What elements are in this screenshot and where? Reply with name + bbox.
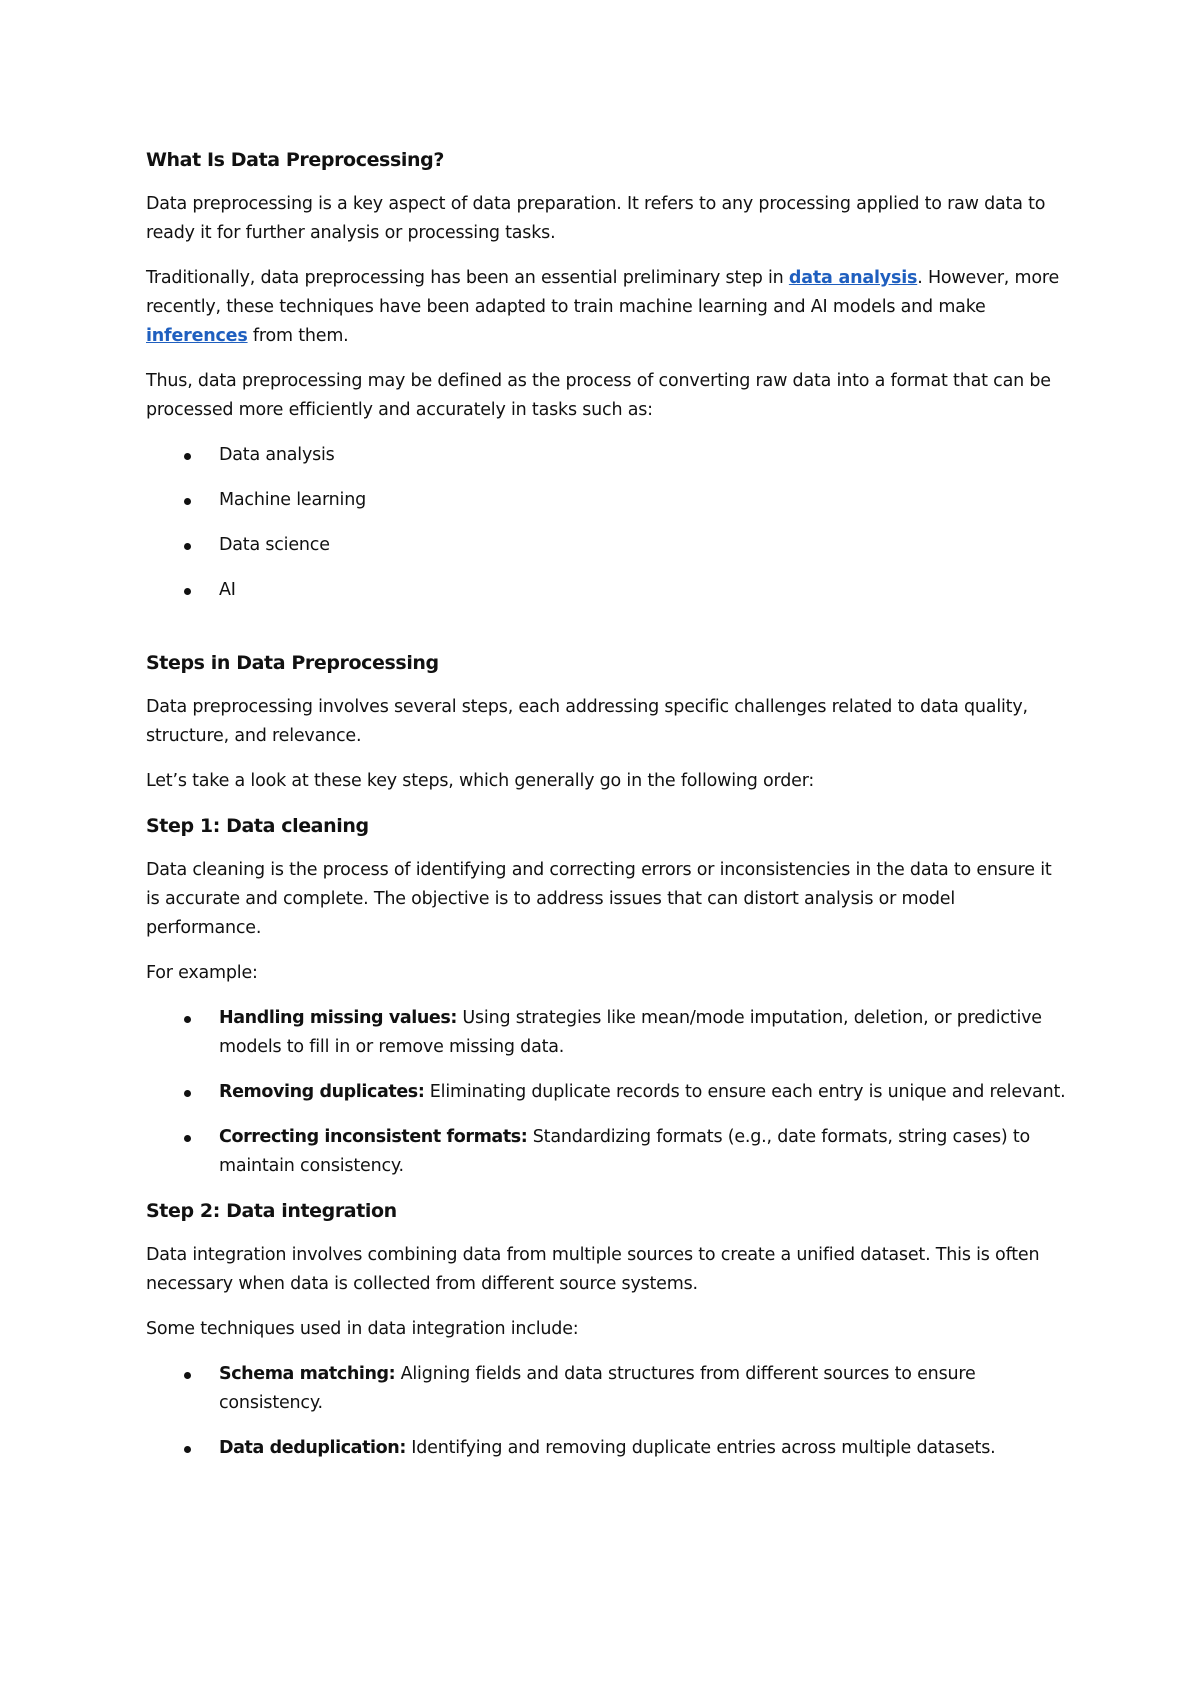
- bullet-icon: [184, 1446, 191, 1453]
- step1-heading: Step 1: Data cleaning: [146, 815, 369, 837]
- list-item: [146, 576, 1070, 605]
- text-span: . However, more recently, these techniques have been adapted to train machine learning and AI models and make: [146, 268, 1060, 317]
- bullet-icon: [184, 1090, 191, 1097]
- list-item: [146, 1004, 1070, 1062]
- list-item: [146, 441, 1070, 470]
- list-item-text: Eliminating duplicate records to ensure each entry is unique and relevant.: [424, 1082, 1066, 1102]
- bullet-icon: [184, 1135, 191, 1142]
- list-item-term: Handling missing values:: [219, 1008, 458, 1028]
- paragraph-steps-intro: Data preprocessing involves several steps, each addressing specific challenges related to data quality, structure, and relevance.: [146, 697, 1028, 746]
- paragraph-steps-order: Let’s take a look at these key steps, which generally go in the following order:: [146, 771, 815, 791]
- bullet-icon: [184, 543, 191, 550]
- list-item-text: Data analysis: [219, 445, 335, 465]
- link-inferences[interactable]: inferences: [146, 326, 248, 346]
- list-item-text: AI: [219, 580, 236, 600]
- list-item: [146, 531, 1070, 560]
- list-item-text: Data science: [219, 535, 330, 555]
- document-page: [146, 146, 1070, 1479]
- list-item-term: Schema matching:: [219, 1364, 396, 1384]
- list-item: [146, 486, 1070, 515]
- bullet-icon: [184, 498, 191, 505]
- bullet-icon: [184, 453, 191, 460]
- integration-list: [146, 1360, 1070, 1463]
- list-item-term: Data deduplication:: [219, 1438, 406, 1458]
- list-item: [146, 1078, 1070, 1107]
- section-spacer: [146, 621, 1070, 649]
- text-span: Traditionally, data preprocessing has been an essential preliminary step in: [146, 268, 789, 288]
- step2-heading: Step 2: Data integration: [146, 1200, 397, 1222]
- cleaning-list: [146, 1004, 1070, 1181]
- link-data-analysis[interactable]: data analysis: [788, 268, 918, 288]
- paragraph-cleaning-def: Data cleaning is the process of identifying and correcting errors or inconsistencies in the data to ensure it is accurate and complete. The objective is to address issues that can distort analysis or model performance.: [146, 860, 1052, 938]
- list-item-text: Aligning fields and data structures from different sources to ensure consistency.: [219, 1364, 976, 1413]
- bullet-icon: [184, 1372, 191, 1379]
- list-item-text: Machine learning: [219, 490, 367, 510]
- paragraph-thus: Thus, data preprocessing may be defined as the process of converting raw data into a format that can be processed more efficiently and accurately in tasks such as:: [146, 371, 1051, 420]
- list-item: [146, 1123, 1070, 1181]
- text-span: from them.: [247, 326, 349, 346]
- list-item: [146, 1360, 1070, 1418]
- list-item-text: Identifying and removing duplicate entries across multiple datasets.: [405, 1438, 996, 1458]
- paragraph-integration-def: Data integration involves combining data from multiple sources to create a unified dataset. This is often necessary when data is collected from different source systems.: [146, 1245, 1040, 1294]
- section-heading-steps: Steps in Data Preprocessing: [146, 652, 439, 674]
- paragraph-for-example: For example:: [146, 963, 258, 983]
- paragraph-traditionally: [146, 264, 1070, 351]
- bullet-icon: [184, 1016, 191, 1023]
- bullet-icon: [184, 588, 191, 595]
- tasks-list: [146, 441, 1070, 605]
- list-item-term: Removing duplicates:: [219, 1082, 425, 1102]
- section-heading-what-is: What Is Data Preprocessing?: [146, 149, 444, 171]
- list-item: [146, 1434, 1070, 1463]
- list-item-term: Correcting inconsistent formats:: [219, 1127, 528, 1147]
- list-item-text: Using strategies like mean/mode imputation, deletion, or predictive models to fill in or remove missing data.: [219, 1008, 1042, 1057]
- paragraph-definition: Data preprocessing is a key aspect of data preparation. It refers to any processing applied to raw data to ready it for further analysis or processing tasks.: [146, 194, 1046, 243]
- list-item-text: Standardizing formats (e.g., date formats, string cases) to maintain consistency.: [219, 1127, 1031, 1176]
- paragraph-techniques: Some techniques used in data integration include:: [146, 1319, 579, 1339]
